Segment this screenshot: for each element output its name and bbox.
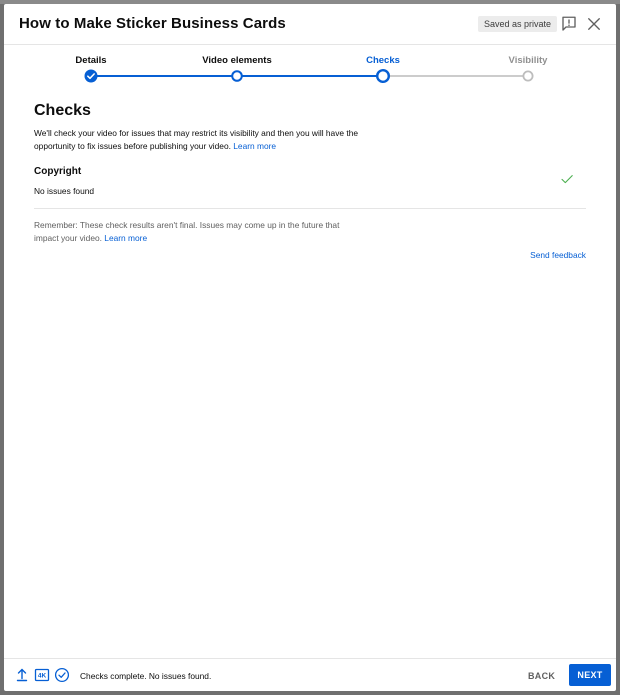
upload-stepper <box>4 45 616 95</box>
upload-dialog <box>4 4 616 691</box>
remember-learn-more-link[interactable]: Learn more <box>104 233 148 243</box>
step-visibility-label[interactable]: Visibility <box>508 55 548 66</box>
dialog-footer <box>4 658 616 691</box>
dialog-header <box>4 4 616 45</box>
stepper-remaining-line <box>389 75 524 77</box>
copyright-status: No issues found <box>34 186 95 196</box>
report-icon[interactable] <box>560 15 578 33</box>
step-checks-current-icon[interactable] <box>375 68 391 89</box>
saved-status-badge: Saved as private <box>478 16 557 32</box>
step-video-elements-dot-icon[interactable] <box>230 69 244 88</box>
upload-icon[interactable] <box>14 667 30 683</box>
footer-status-text: Checks complete. No issues found. <box>80 671 212 681</box>
back-button[interactable]: BACK <box>528 667 555 685</box>
intro-learn-more-link[interactable]: Learn more <box>233 141 277 151</box>
step-details-label[interactable]: Details <box>75 55 107 66</box>
checks-complete-icon[interactable] <box>54 667 70 683</box>
checks-intro-text: We'll check your video for issues that may restrict its visibility and then you will have the opportunity to fix issues before publishing your video. <box>34 128 359 151</box>
remember-note <box>34 219 364 245</box>
step-visibility-dot-icon[interactable] <box>521 69 535 88</box>
remember-text: Remember: These check results aren't final. Issues may come up in the future that impact your video. <box>34 220 340 243</box>
step-video-elements-label[interactable]: Video elements <box>202 55 272 66</box>
checks-heading: Checks <box>34 102 91 119</box>
close-icon[interactable] <box>585 15 603 33</box>
copyright-title: Copyright <box>34 166 82 177</box>
checks-panel <box>34 102 586 260</box>
checkmark-icon <box>560 172 574 186</box>
dialog-title: How to Make Sticker Business Cards <box>19 15 286 32</box>
send-feedback-link[interactable]: Send feedback <box>530 250 586 260</box>
section-divider <box>34 208 586 209</box>
step-details-done-icon[interactable] <box>84 69 98 88</box>
hd-badge-label: 4K <box>37 672 47 680</box>
next-button[interactable]: NEXT <box>569 664 611 686</box>
hd-processing-icon[interactable] <box>34 667 50 683</box>
step-checks-label[interactable]: Checks <box>366 55 400 66</box>
checks-intro <box>34 127 374 153</box>
